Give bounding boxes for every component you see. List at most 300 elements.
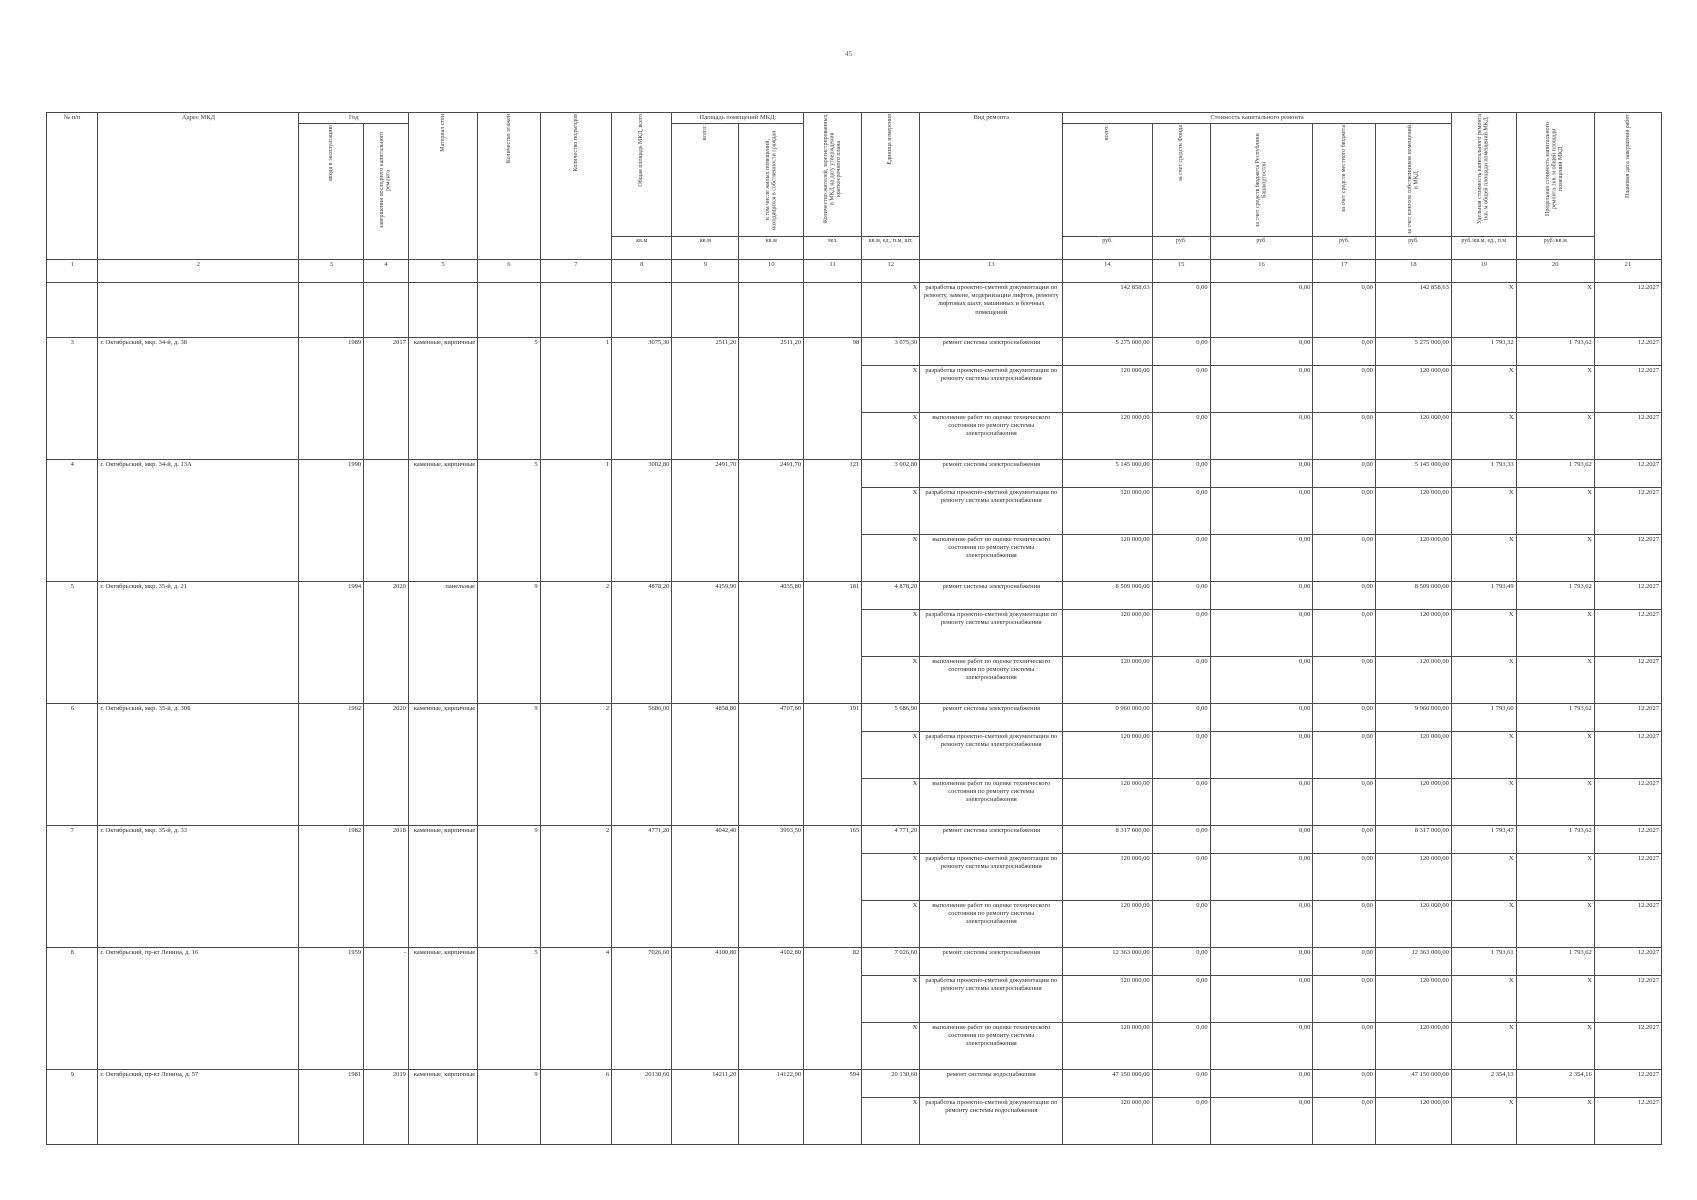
cost-total-cell: 120 000,00 — [1063, 413, 1152, 460]
max-cost-cell: 1 793,62 — [1516, 582, 1594, 610]
deadline-cell: 12.2027 — [1594, 779, 1661, 826]
unit-cell: руб./кв.м — [1516, 237, 1594, 260]
unit-cost-cell: X — [1451, 779, 1516, 826]
hdr-year-commission: ввода в эксплуатацию — [299, 124, 364, 260]
cost-local-cell: 0,00 — [1313, 338, 1376, 366]
year-commission-cell: 1959 — [299, 948, 364, 1070]
premises-residential-cell: 2491,70 — [739, 460, 804, 582]
unit-cell: руб. — [1375, 237, 1451, 260]
unit-cost-cell: 1 793,49 — [1451, 582, 1516, 610]
deadline-cell: 12.2027 — [1594, 826, 1661, 854]
hdr-year-last-repair: завершения последнего капитального ремонта — [364, 124, 409, 260]
quantity-cell: 5 686,90 — [862, 704, 920, 732]
unit-cell: кв.м — [672, 237, 739, 260]
hdr-cost-fund: за счет средств Фонда — [1152, 124, 1210, 237]
unit-cost-cell: X — [1451, 1098, 1516, 1145]
hdr-premises-total: всего: — [672, 124, 739, 237]
repair-type-cell: разработка проектно-сметной документации по ремонту системы электроснабжения — [920, 976, 1063, 1023]
unit-cell: чел. — [804, 237, 862, 260]
cost-owners-cell: 5 275 000,00 — [1375, 338, 1451, 366]
premises-total-cell: 4858,80 — [672, 704, 739, 826]
unit-cost-cell: 1 793,32 — [1451, 338, 1516, 366]
x-mark: X — [862, 488, 920, 535]
cost-local-cell: 0,00 — [1313, 535, 1376, 582]
quantity-cell: 20 130,60 — [862, 1070, 920, 1098]
column-number-row — [47, 260, 1662, 283]
year-last-repair-cell: 2018 — [364, 826, 409, 948]
floors-cell: 5 — [478, 460, 541, 582]
floors-cell: 9 — [478, 826, 541, 948]
deadline-cell: 12.2027 — [1594, 460, 1661, 488]
year-last-repair-cell — [364, 460, 409, 582]
year-commission-cell: 1989 — [299, 338, 364, 460]
cost-fund-cell: 0,00 — [1152, 413, 1210, 460]
hdr-address: Адрес МКД — [98, 113, 299, 260]
total-area-cell: 5686,00 — [612, 704, 672, 826]
cost-total-cell: 120 000,00 — [1063, 657, 1152, 704]
quantity-cell: 4 771,20 — [862, 826, 920, 854]
quantity-cell: 3 075,30 — [862, 338, 920, 366]
unit-cell: кв.м, ед., п.м, шт. — [862, 237, 920, 260]
unit-cost-cell: X — [1451, 283, 1516, 338]
cost-total-cell: 12 363 000,00 — [1063, 948, 1152, 976]
year-commission-cell: 1981 — [299, 1070, 364, 1145]
cost-owners-cell: 120 000,00 — [1375, 366, 1451, 413]
wall-material-cell: каменные, кирпичные — [408, 338, 477, 460]
cost-owners-cell: 8 509 000,00 — [1375, 582, 1451, 610]
cost-regional-cell: 0,00 — [1210, 948, 1313, 976]
row-number: 8 — [47, 948, 98, 1070]
cost-total-cell: 120 000,00 — [1063, 732, 1152, 779]
cost-local-cell: 0,00 — [1313, 976, 1376, 1023]
cost-regional-cell: 0,00 — [1210, 366, 1313, 413]
quantity-cell: 7 026,60 — [862, 948, 920, 976]
repair-type-cell: выполнение работ по оценке технического состояния по ремонту системы электроснабжения — [920, 1023, 1063, 1070]
column-number: 21 — [1594, 260, 1661, 283]
cost-local-cell: 0,00 — [1313, 460, 1376, 488]
column-number: 10 — [739, 260, 804, 283]
column-number: 11 — [804, 260, 862, 283]
repair-type-cell: ремонт системы водоснабжения — [920, 1070, 1063, 1098]
cost-regional-cell: 0,00 — [1210, 338, 1313, 366]
cost-regional-cell: 0,00 — [1210, 1098, 1313, 1145]
repair-type-cell: ремонт системы электроснабжения — [920, 704, 1063, 732]
table-row — [47, 338, 1662, 366]
cost-fund-cell: 0,00 — [1152, 779, 1210, 826]
premises-total-cell: 4100,80 — [672, 948, 739, 1070]
x-mark: X — [862, 1023, 920, 1070]
cost-owners-cell: 120 000,00 — [1375, 488, 1451, 535]
max-cost-cell: X — [1516, 901, 1594, 948]
cost-owners-cell: 8 317 000,00 — [1375, 826, 1451, 854]
repair-type-cell: разработка проектно-сметной документации по ремонту системы электроснабжения — [920, 488, 1063, 535]
cost-fund-cell: 0,00 — [1152, 610, 1210, 657]
deadline-cell: 12.2027 — [1594, 413, 1661, 460]
row-number: 9 — [47, 1070, 98, 1145]
unit-cost-cell: X — [1451, 854, 1516, 901]
max-cost-cell: 2 354,16 — [1516, 1070, 1594, 1098]
cost-total-cell: 120 000,00 — [1063, 1023, 1152, 1070]
premises-residential-cell: 14122,90 — [739, 1070, 804, 1145]
cost-fund-cell: 0,00 — [1152, 460, 1210, 488]
cost-total-cell: 5 145 000,00 — [1063, 460, 1152, 488]
cost-fund-cell: 0,00 — [1152, 1023, 1210, 1070]
cost-local-cell: 0,00 — [1313, 283, 1376, 338]
hdr-cost-owners: за счет взносов собственников помещений в МКД — [1375, 124, 1451, 237]
address-cell: г. Октябрьский, мкр. 35-й, д. 30Б — [98, 704, 299, 826]
year-commission-cell: 1990 — [299, 460, 364, 582]
total-area-cell: 4878,20 — [612, 582, 672, 704]
residents-cell: 191 — [804, 704, 862, 826]
table-row — [47, 704, 1662, 732]
column-number: 9 — [672, 260, 739, 283]
x-mark: X — [862, 283, 920, 338]
entrances-cell: 1 — [540, 338, 611, 460]
unit-cost-cell: X — [1451, 413, 1516, 460]
table-row — [47, 826, 1662, 854]
repair-type-cell: выполнение работ по оценке технического состояния по ремонту системы электроснабжения — [920, 779, 1063, 826]
max-cost-cell: X — [1516, 854, 1594, 901]
cost-owners-cell: 120 000,00 — [1375, 535, 1451, 582]
cost-owners-cell: 120 000,00 — [1375, 976, 1451, 1023]
floors-cell: 9 — [478, 582, 541, 704]
cost-total-cell: 5 275 000,00 — [1063, 338, 1152, 366]
cost-owners-cell: 120 000,00 — [1375, 413, 1451, 460]
residents-cell: 82 — [804, 948, 862, 1070]
cost-owners-cell: 47 150 000,00 — [1375, 1070, 1451, 1098]
residents-cell: 594 — [804, 1070, 862, 1145]
table-row — [47, 460, 1662, 488]
cost-total-cell: 120 000,00 — [1063, 779, 1152, 826]
x-mark: X — [862, 610, 920, 657]
hdr-floors: Количество этажей — [478, 113, 541, 260]
cost-owners-cell: 120 000,00 — [1375, 1023, 1451, 1070]
year-commission-cell: 1982 — [299, 826, 364, 948]
deadline-cell: 12.2027 — [1594, 854, 1661, 901]
cost-regional-cell: 0,00 — [1210, 413, 1313, 460]
wall-material-cell: каменные, кирпичные — [408, 948, 477, 1070]
cost-local-cell: 0,00 — [1313, 704, 1376, 732]
cost-owners-cell: 120 000,00 — [1375, 657, 1451, 704]
cost-regional-cell: 0,00 — [1210, 901, 1313, 948]
year-commission-cell: 1992 — [299, 704, 364, 826]
column-number: 14 — [1063, 260, 1152, 283]
wall-material-cell: каменные, кирпичные — [408, 826, 477, 948]
cost-fund-cell: 0,00 — [1152, 657, 1210, 704]
table-row — [47, 582, 1662, 610]
cost-fund-cell: 0,00 — [1152, 976, 1210, 1023]
max-cost-cell: 1 793,62 — [1516, 948, 1594, 976]
column-number: 3 — [299, 260, 364, 283]
unit-cost-cell: X — [1451, 657, 1516, 704]
wall-material-cell: каменные, кирпичные — [408, 1070, 477, 1145]
deadline-cell: 12.2027 — [1594, 582, 1661, 610]
premises-residential-cell: 4102,80 — [739, 948, 804, 1070]
cost-local-cell: 0,00 — [1313, 657, 1376, 704]
hdr-max-cost: Предельная стоимость капитального ремонта 1кв. м общей площади помещений МКД — [1516, 113, 1594, 237]
deadline-cell: 12.2027 — [1594, 657, 1661, 704]
unit-cell: кв.м — [612, 237, 672, 260]
year-last-repair-cell: 2017 — [364, 338, 409, 460]
x-mark: X — [862, 366, 920, 413]
cost-total-cell: 120 000,00 — [1063, 366, 1152, 413]
cost-fund-cell: 0,00 — [1152, 338, 1210, 366]
table-row — [47, 1070, 1662, 1098]
max-cost-cell: X — [1516, 535, 1594, 582]
repair-type-cell: разработка проектно-сметной документации по ремонту системы электроснабжения — [920, 732, 1063, 779]
repair-type-cell: разработка проектно-сметной документации по ремонту системы водоснабжения — [920, 1098, 1063, 1145]
column-number: 5 — [408, 260, 477, 283]
max-cost-cell: X — [1516, 976, 1594, 1023]
table-row — [47, 948, 1662, 976]
year-commission-cell: 1994 — [299, 582, 364, 704]
repair-type-cell: разработка проектно-сметной документации по ремонту, замене, модернизации лифтов, ремонту лифтовых шахт, машинных и блочных помещений — [920, 283, 1063, 338]
cost-regional-cell: 0,00 — [1210, 1023, 1313, 1070]
cost-regional-cell: 0,00 — [1210, 488, 1313, 535]
max-cost-cell: X — [1516, 413, 1594, 460]
address-cell: г. Октябрьский, мкр. 34-й, д. 38 — [98, 338, 299, 460]
deadline-cell: 12.2027 — [1594, 901, 1661, 948]
floors-cell: 9 — [478, 1070, 541, 1145]
cost-total-cell: 9 960 000,00 — [1063, 704, 1152, 732]
repair-register-table — [46, 112, 1662, 1145]
cost-local-cell: 0,00 — [1313, 732, 1376, 779]
entrances-cell: 2 — [540, 582, 611, 704]
unit-cost-cell: X — [1451, 488, 1516, 535]
unit-cell: руб./кв.м, ед., п.м — [1451, 237, 1516, 260]
column-number: 12 — [862, 260, 920, 283]
hdr-residents: Количество жителей, зарегистрированных в МКД на дату утверждения краткосрочного плана — [804, 113, 862, 237]
cost-total-cell: 142 858,63 — [1063, 283, 1152, 338]
column-number: 18 — [1375, 260, 1451, 283]
unit-cost-cell: X — [1451, 901, 1516, 948]
column-number: 20 — [1516, 260, 1594, 283]
repair-type-cell: выполнение работ по оценке технического состояния по ремонту системы электроснабжения — [920, 413, 1063, 460]
deadline-cell: 12.2027 — [1594, 976, 1661, 1023]
max-cost-cell: X — [1516, 1098, 1594, 1145]
cost-local-cell: 0,00 — [1313, 488, 1376, 535]
cost-total-cell: 120 000,00 — [1063, 901, 1152, 948]
cost-total-cell: 8 509 000,00 — [1063, 582, 1152, 610]
premises-total-cell: 2491,70 — [672, 460, 739, 582]
address-cell: г. Октябрьский, мкр. 34-й, д. 13А — [98, 460, 299, 582]
residents-cell: 121 — [804, 460, 862, 582]
unit-cell: руб. — [1313, 237, 1376, 260]
unit-cost-cell: X — [1451, 366, 1516, 413]
address-cell: г. Октябрьский, пр-кт Ленина, д. 16 — [98, 948, 299, 1070]
cost-total-cell: 120 000,00 — [1063, 1098, 1152, 1145]
max-cost-cell: 1 793,62 — [1516, 338, 1594, 366]
hdr-cost-local: за счет средств местного бюджета — [1313, 124, 1376, 237]
hdr-num: № п/п — [47, 113, 98, 260]
cost-regional-cell: 0,00 — [1210, 1070, 1313, 1098]
cost-local-cell: 0,00 — [1313, 610, 1376, 657]
cost-local-cell: 0,00 — [1313, 901, 1376, 948]
column-number: 8 — [612, 260, 672, 283]
row-number: 4 — [47, 460, 98, 582]
x-mark: X — [862, 779, 920, 826]
floors-cell: 5 — [478, 338, 541, 460]
hdr-cost-total: всего: — [1063, 124, 1152, 237]
repair-type-cell: ремонт системы электроснабжения — [920, 460, 1063, 488]
wall-material-cell: панельные — [408, 582, 477, 704]
x-mark: X — [862, 976, 920, 1023]
x-mark: X — [862, 535, 920, 582]
cost-fund-cell: 0,00 — [1152, 854, 1210, 901]
premises-total-cell: 4042,40 — [672, 826, 739, 948]
cost-total-cell: 47 150 000,00 — [1063, 1070, 1152, 1098]
x-mark: X — [862, 732, 920, 779]
cost-regional-cell: 0,00 — [1210, 460, 1313, 488]
cost-local-cell: 0,00 — [1313, 948, 1376, 976]
hdr-premises-area: Площадь помещений МКД: — [672, 113, 804, 124]
x-mark: X — [862, 1098, 920, 1145]
cost-fund-cell: 0,00 — [1152, 366, 1210, 413]
residents-cell: 98 — [804, 338, 862, 460]
deadline-cell: 12.2027 — [1594, 366, 1661, 413]
repair-type-cell: ремонт системы электроснабжения — [920, 948, 1063, 976]
unit-cost-cell: 2 354,13 — [1451, 1070, 1516, 1098]
premises-residential-cell: 4707,60 — [739, 704, 804, 826]
repair-type-cell: выполнение работ по оценке технического состояния по ремонту системы электроснабжения — [920, 901, 1063, 948]
cost-regional-cell: 0,00 — [1210, 283, 1313, 338]
hdr-cost: Стоимость капитального ремонта — [1063, 113, 1452, 124]
deadline-cell: 12.2027 — [1594, 1098, 1661, 1145]
cost-fund-cell: 0,00 — [1152, 283, 1210, 338]
premises-total-cell: 14211,20 — [672, 1070, 739, 1145]
max-cost-cell: X — [1516, 732, 1594, 779]
max-cost-cell: X — [1516, 488, 1594, 535]
cost-local-cell: 0,00 — [1313, 1023, 1376, 1070]
deadline-cell: 12.2027 — [1594, 948, 1661, 976]
floors-cell: 9 — [478, 704, 541, 826]
unit-cost-cell: X — [1451, 610, 1516, 657]
hdr-wall: Материал стен — [408, 113, 477, 260]
cost-owners-cell: 120 000,00 — [1375, 610, 1451, 657]
deadline-cell: 12.2027 — [1594, 704, 1661, 732]
cost-total-cell: 8 317 000,00 — [1063, 826, 1152, 854]
unit-cost-cell: X — [1451, 732, 1516, 779]
total-area-cell: 4771,20 — [612, 826, 672, 948]
entrances-cell: 2 — [540, 826, 611, 948]
entrances-cell: 4 — [540, 948, 611, 1070]
cost-fund-cell: 0,00 — [1152, 732, 1210, 779]
column-number: 2 — [98, 260, 299, 283]
cost-local-cell: 0,00 — [1313, 854, 1376, 901]
cost-local-cell: 0,00 — [1313, 779, 1376, 826]
wall-material-cell: каменные, кирпичные — [408, 460, 477, 582]
page-number: 45 — [845, 50, 852, 58]
deadline-cell: 12.2027 — [1594, 488, 1661, 535]
unit-cost-cell: X — [1451, 976, 1516, 1023]
year-last-repair-cell: 2020 — [364, 582, 409, 704]
deadline-cell: 12.2027 — [1594, 732, 1661, 779]
cost-owners-cell: 120 000,00 — [1375, 779, 1451, 826]
deadline-cell: 12.2027 — [1594, 1023, 1661, 1070]
repair-type-cell: ремонт системы электроснабжения — [920, 338, 1063, 366]
total-area-cell: 3075,30 — [612, 338, 672, 460]
repair-type-cell: ремонт системы электроснабжения — [920, 582, 1063, 610]
row-number: 7 — [47, 826, 98, 948]
max-cost-cell: X — [1516, 610, 1594, 657]
cost-regional-cell: 0,00 — [1210, 854, 1313, 901]
residents-cell: 181 — [804, 582, 862, 704]
column-number: 6 — [478, 260, 541, 283]
total-area-cell: 3002,80 — [612, 460, 672, 582]
residents-cell: 165 — [804, 826, 862, 948]
cost-regional-cell: 0,00 — [1210, 976, 1313, 1023]
unit-cell: руб. — [1152, 237, 1210, 260]
cost-owners-cell: 5 145 000,00 — [1375, 460, 1451, 488]
hdr-deadline: Плановая дата завершения работ — [1594, 113, 1661, 260]
repair-type-cell: выполнение работ по оценке технического состояния по ремонту системы электроснабжения — [920, 657, 1063, 704]
max-cost-cell: X — [1516, 779, 1594, 826]
max-cost-cell: X — [1516, 1023, 1594, 1070]
cost-local-cell: 0,00 — [1313, 413, 1376, 460]
premises-total-cell: 4159,90 — [672, 582, 739, 704]
unit-cost-cell: 1 793,61 — [1451, 948, 1516, 976]
repair-type-cell: разработка проектно-сметной документации по ремонту системы электроснабжения — [920, 854, 1063, 901]
premises-residential-cell: 2511,20 — [739, 338, 804, 460]
unit-cost-cell: X — [1451, 535, 1516, 582]
address-cell: г. Октябрьский, пр-кт Ленина, д. 57 — [98, 1070, 299, 1145]
column-number: 17 — [1313, 260, 1376, 283]
unit-cell: руб. — [1063, 237, 1152, 260]
x-mark: X — [862, 854, 920, 901]
wall-material-cell: каменные, кирпичные — [408, 704, 477, 826]
max-cost-cell: 1 793,62 — [1516, 460, 1594, 488]
hdr-cost-regional: за счет средств бюджета Республики Башкортостан — [1210, 124, 1313, 237]
cost-total-cell: 120 000,00 — [1063, 854, 1152, 901]
deadline-cell: 12.2027 — [1594, 338, 1661, 366]
premises-total-cell: 2511,20 — [672, 338, 739, 460]
header-row-1 — [47, 113, 1662, 124]
cost-fund-cell: 0,00 — [1152, 948, 1210, 976]
cost-fund-cell: 0,00 — [1152, 1098, 1210, 1145]
premises-residential-cell: 4035,80 — [739, 582, 804, 704]
year-last-repair-cell: - — [364, 948, 409, 1070]
cost-local-cell: 0,00 — [1313, 582, 1376, 610]
cost-fund-cell: 0,00 — [1152, 826, 1210, 854]
quantity-cell: 4 878,20 — [862, 582, 920, 610]
entrances-cell: 2 — [540, 704, 611, 826]
hdr-entrances: Количество подъездов — [540, 113, 611, 260]
cost-regional-cell: 0,00 — [1210, 826, 1313, 854]
cost-owners-cell: 120 000,00 — [1375, 901, 1451, 948]
column-number: 7 — [540, 260, 611, 283]
column-number: 13 — [920, 260, 1063, 283]
cost-fund-cell: 0,00 — [1152, 582, 1210, 610]
repair-type-cell: разработка проектно-сметной документации по ремонту системы электроснабжения — [920, 610, 1063, 657]
column-number: 15 — [1152, 260, 1210, 283]
quantity-cell: 3 002,80 — [862, 460, 920, 488]
cost-local-cell: 0,00 — [1313, 1070, 1376, 1098]
unit-cost-cell: X — [1451, 1023, 1516, 1070]
repair-type-cell: выполнение работ по оценке технического состояния по ремонту системы электроснабжения — [920, 535, 1063, 582]
total-area-cell: 20130,60 — [612, 1070, 672, 1145]
cost-fund-cell: 0,00 — [1152, 1070, 1210, 1098]
row-number: 6 — [47, 704, 98, 826]
deadline-cell: 12.2027 — [1594, 1070, 1661, 1098]
hdr-premises-residential: в том числе жилых помещений, находящихся в собственности граждан — [739, 124, 804, 237]
max-cost-cell: X — [1516, 283, 1594, 338]
cost-owners-cell: 120 000,00 — [1375, 732, 1451, 779]
x-mark: X — [862, 657, 920, 704]
unit-cell: кв.м — [739, 237, 804, 260]
cost-regional-cell: 0,00 — [1210, 610, 1313, 657]
cost-total-cell: 120 000,00 — [1063, 535, 1152, 582]
cost-fund-cell: 0,00 — [1152, 488, 1210, 535]
